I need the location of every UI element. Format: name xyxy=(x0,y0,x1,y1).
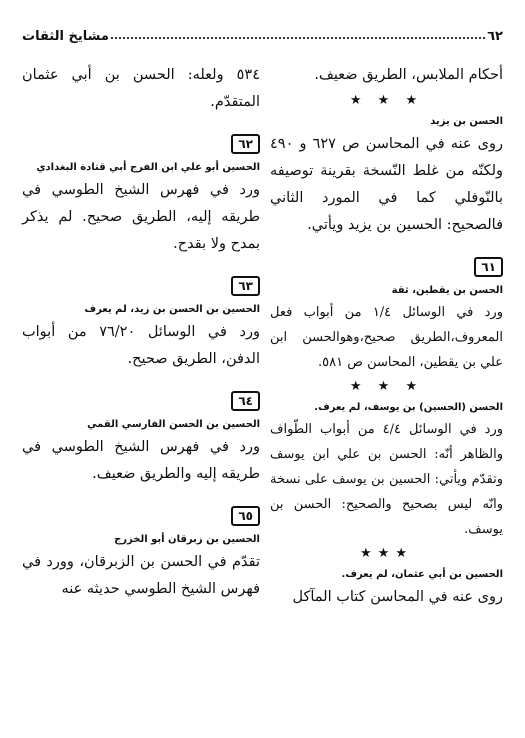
entry-number-box: ٦١ xyxy=(474,257,503,277)
paragraph: تقدّم في الحسن بن الزبرقان، وورد في فهرس الشيخ الطوسي حديثه عنه xyxy=(22,554,260,597)
section-separator: ★ ★ ★ xyxy=(349,93,424,108)
book-title: مشايخ الثقات xyxy=(22,29,109,44)
entry-heading: الحسن بن يزيد xyxy=(430,116,503,127)
page-header xyxy=(22,20,503,44)
entry-number-box: ٦٤ xyxy=(231,391,260,411)
entry-heading: الحسين بن الحسن بن زيد، لم يعرف xyxy=(84,304,260,315)
paragraph: روى عنه في المحاسن ص ٦٢٧ و ٤٩٠ ولكنّه من غلط النّسخة بقرينة توصيفه بالنّوفلي كما في المورد الثاني فالصحيح: الحسين بن يزيد ويأتي. xyxy=(270,136,503,233)
entry-number-box: ٦٢ xyxy=(231,134,260,154)
section-separator: ★ ★ ★ xyxy=(349,379,424,394)
paragraph: أحكام الملابس، الطريق ضعيف. xyxy=(314,67,503,83)
left-column xyxy=(22,62,260,603)
entry-number-box: ٦٣ xyxy=(231,276,260,296)
entry-heading: الحسين بن الحسن الفارسي القمي xyxy=(87,419,260,430)
paragraph: ورد في فهرس الشيخ الطوسي في طريقه إليه والطريق ضعيف. xyxy=(22,439,260,482)
paragraph: ورد في الوسائل ٤/٤ من أبواب الطّواف والظاهر أنّه: الحسن بن علي ابن يوسف وتقدّم ويأتي: الحسين بن يوسف على نسخة وانّه ليس بصحيح والصحيح: الحسن بن يوسف. xyxy=(270,422,503,537)
right-column xyxy=(270,62,503,611)
page-number: ٦٢ xyxy=(487,29,503,44)
entry-number-box: ٦٥ xyxy=(231,506,260,526)
paragraph: ورد في الوسائل ١/٤ من أبواب فعل المعروف،الطريق صحيح،وهوالحسن ابن علي بن يقطين، المحاسن ص ٥٨١. xyxy=(270,305,503,370)
entry-heading: الحسين بن زبرقان أبو الخزرج xyxy=(114,534,260,545)
entry-heading: الحسن (الحسين) بن يوسف، لم يعرف. xyxy=(314,402,503,413)
entry-heading: الحسين بن أبي عثمان، لم يعرف. xyxy=(341,569,503,580)
paragraph: ورد في الوسائل ٧٦/٢٠ من أبواب الدفن، الطريق صحيح. xyxy=(22,324,260,367)
paragraph: روى عنه في المحاسن كتاب المآكل xyxy=(292,589,503,605)
header-dotted-leader xyxy=(111,37,485,39)
entry-heading: الحسن بن يقطين، ثقة xyxy=(391,285,503,296)
paragraph: ورد في فهرس الشيخ الطوسي في طريقه إليه، الطريق صحيح. لم يذكر بمدح ولا بقدح. xyxy=(22,182,260,252)
paragraph: ٥٣٤ ولعله: الحسن بن أبي عثمان المتقدّم. xyxy=(22,67,260,110)
entry-heading: الحسين أبو علي ابن الفرج أبي قتادة البغدادي xyxy=(36,162,260,173)
section-separator: ★★★ xyxy=(360,546,413,561)
